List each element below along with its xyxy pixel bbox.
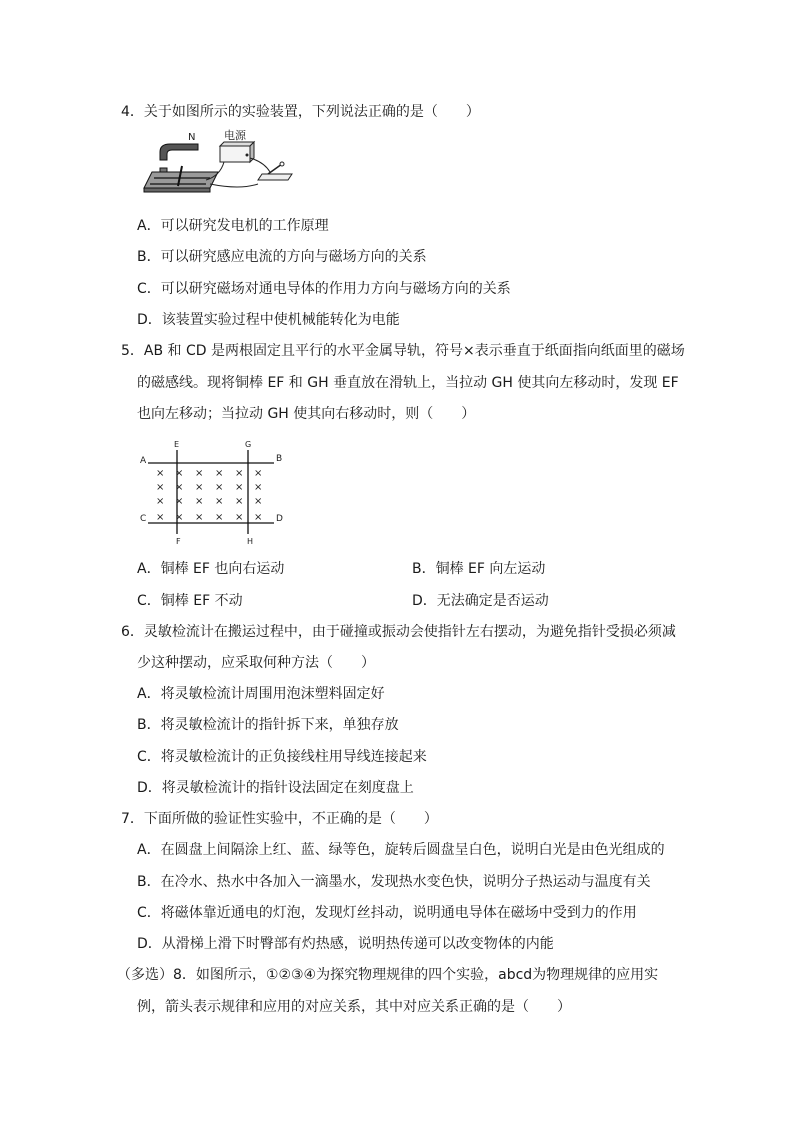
q7-option-d: D．从滑梯上滑下时臀部有灼热感，说明热传递可以改变物体的内能 bbox=[137, 936, 554, 952]
q7-stem: 7．下面所做的验证性实验中，不正确的是（ ） bbox=[121, 811, 438, 827]
q6-option-d: D．将灵敏检流计的指针设法固定在刻度盘上 bbox=[137, 780, 414, 796]
field-cross-mark: × bbox=[195, 482, 204, 493]
field-cross-mark: × bbox=[215, 496, 224, 507]
q7-option-c: C．将磁体靠近通电的灯泡，发现灯丝抖动，说明通电导体在磁场中受到力的作用 bbox=[137, 905, 637, 921]
q6-stem-line-2: 少这种摆动，应采取何种方法（ ） bbox=[137, 655, 375, 671]
north-pole-label: N bbox=[188, 132, 196, 143]
field-cross-mark: × bbox=[195, 496, 204, 507]
field-cross-mark: × bbox=[175, 482, 184, 493]
q7-option-b: B．在冷水、热水中各加入一滴墨水，发现热水变色快，说明分子热运动与温度有关 bbox=[137, 874, 651, 890]
field-cross-mark: × bbox=[175, 512, 184, 523]
label-h: H bbox=[247, 537, 254, 546]
field-cross-mark: × bbox=[175, 496, 184, 507]
q8-stem-line-2: 例，箭头表示规律和应用的对应关系，其中对应关系正确的是（ ） bbox=[137, 999, 571, 1015]
field-cross-mark: × bbox=[156, 496, 165, 507]
field-cross-mark: × bbox=[235, 468, 244, 479]
q8-stem-line-1: （多选）8．如图所示，①②③④为探究物理规律的四个实验，abcd为物理规律的应用实 bbox=[117, 967, 659, 983]
q4-option-b: B．可以研究感应电流的方向与磁场方向的关系 bbox=[137, 249, 427, 265]
field-cross-mark: × bbox=[156, 512, 165, 523]
q5-figure bbox=[136, 436, 296, 548]
field-cross-mark: × bbox=[254, 482, 263, 493]
field-cross-mark: × bbox=[254, 496, 263, 507]
q6-option-c: C．将灵敏检流计的正负接线柱用导线连接起来 bbox=[137, 749, 427, 765]
label-a: A bbox=[140, 456, 147, 466]
field-cross-mark: × bbox=[254, 512, 263, 523]
q5-option-a: A．铜棒 EF 也向右运动 bbox=[137, 561, 285, 577]
field-cross-mark: × bbox=[235, 482, 244, 493]
q5-option-b: B．铜棒 EF 向左运动 bbox=[412, 561, 546, 577]
field-cross-mark: × bbox=[195, 512, 204, 523]
magnetic-field-crosses bbox=[156, 468, 262, 523]
field-cross-mark: × bbox=[215, 468, 224, 479]
q5-option-c: C．铜棒 EF 不动 bbox=[137, 593, 243, 609]
field-cross-mark: × bbox=[235, 496, 244, 507]
power-label: 电源 bbox=[224, 129, 246, 142]
q6-option-a: A．将灵敏检流计周围用泡沫塑料固定好 bbox=[137, 686, 385, 702]
field-cross-mark: × bbox=[156, 468, 165, 479]
field-cross-mark: × bbox=[254, 468, 263, 479]
label-g: G bbox=[245, 440, 252, 449]
q4-option-c: C．可以研究磁场对通电导体的作用力方向与磁场方向的关系 bbox=[137, 281, 511, 297]
field-cross-mark: × bbox=[215, 482, 224, 493]
q4-stem: 4．关于如图所示的实验装置，下列说法正确的是（ ） bbox=[121, 104, 480, 120]
label-f: F bbox=[176, 537, 181, 546]
label-d: D bbox=[276, 514, 283, 524]
q6-option-b: B．将灵敏检流计的指针拆下来，单独存放 bbox=[137, 717, 399, 733]
q5-stem-line-1: 5．AB 和 CD 是两根固定且平行的水平金属导轨，符号×表示垂直于纸面指向纸面里的磁场 bbox=[121, 343, 685, 359]
field-cross-mark: × bbox=[175, 468, 184, 479]
q4-figure bbox=[140, 128, 300, 196]
label-c: C bbox=[140, 514, 147, 524]
q4-option-a: A．可以研究发电机的工作原理 bbox=[137, 218, 329, 234]
label-b: B bbox=[276, 454, 283, 464]
label-e: E bbox=[174, 440, 180, 449]
power-supply bbox=[220, 142, 254, 162]
q5-stem-line-3: 也向左移动；当拉动 GH 使其向右移动时，则（ ） bbox=[137, 406, 476, 422]
field-cross-mark: × bbox=[215, 512, 224, 523]
q5-option-d: D．无法确定是否运动 bbox=[412, 593, 549, 609]
q7-option-a: A．在圆盘上间隔涂上红、蓝、绿等色，旋转后圆盘呈白色，说明白光是由色光组成的 bbox=[137, 842, 665, 858]
field-cross-mark: × bbox=[156, 482, 165, 493]
q4-option-d: D．该装置实验过程中使机械能转化为电能 bbox=[137, 312, 400, 328]
field-cross-mark: × bbox=[195, 468, 204, 479]
q6-stem-line-1: 6．灵敏检流计在搬运过程中，由于碰撞或振动会使指针左右摆动，为避免指针受损必须减 bbox=[121, 624, 676, 640]
q5-stem-line-2: 的磁感线。现将铜棒 EF 和 GH 垂直放在滑轨上，当拉动 GH 使其向左移动时，发现 EF bbox=[137, 375, 679, 391]
field-cross-mark: × bbox=[235, 512, 244, 523]
